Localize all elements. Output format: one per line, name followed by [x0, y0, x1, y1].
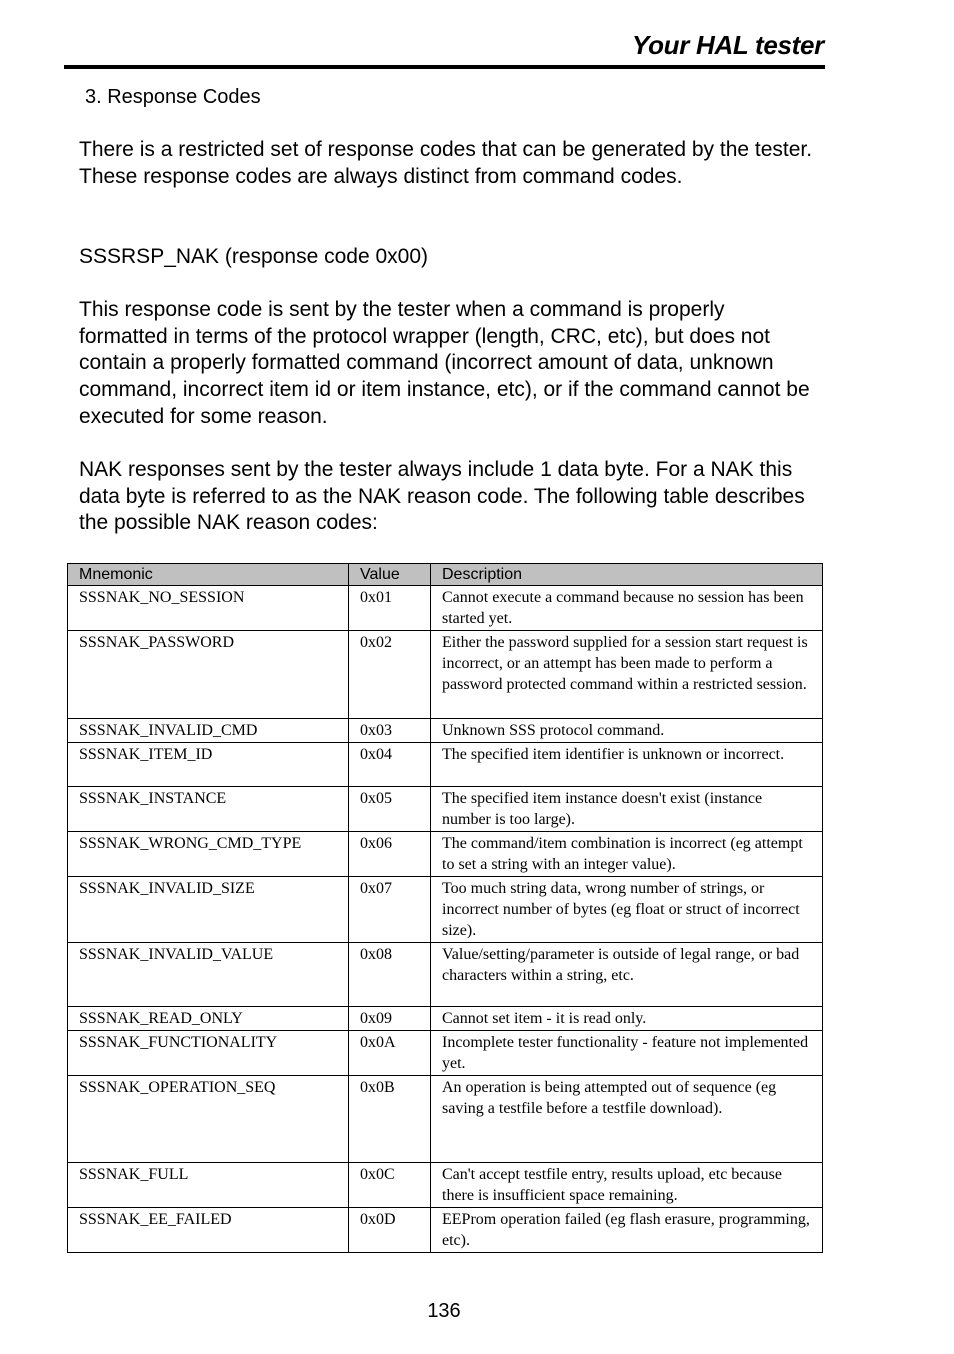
cell-mnemonic: SSSNAK_ITEM_ID: [68, 743, 349, 787]
cell-value: 0x0A: [349, 1031, 431, 1076]
table-row: [68, 743, 823, 787]
table-row: [68, 1031, 823, 1076]
cell-description: Unknown SSS protocol command.: [431, 719, 823, 743]
table-row: [68, 943, 823, 1007]
page-number: 136: [427, 1300, 461, 1322]
cell-value: 0x09: [349, 1007, 431, 1031]
nak-reason-codes-table: [67, 563, 823, 1253]
cell-description: Can't accept testfile entry, results upload, etc because there is insufficient space remaining.: [431, 1163, 823, 1208]
cell-value: 0x05: [349, 787, 431, 832]
column-header-mnemonic: Mnemonic: [68, 564, 349, 586]
cell-value: 0x04: [349, 743, 431, 787]
cell-mnemonic: SSSNAK_PASSWORD: [68, 631, 349, 719]
column-header-value: Value: [349, 564, 431, 586]
column-header-description: Description: [431, 564, 823, 586]
cell-description: Value/setting/parameter is outside of legal range, or bad characters within a string, etc.: [431, 943, 823, 1007]
table-row: [68, 1076, 823, 1163]
table-row: [68, 586, 823, 631]
cell-mnemonic: SSSNAK_FUNCTIONALITY: [68, 1031, 349, 1076]
table-row: [68, 877, 823, 943]
intro-paragraph: There is a restricted set of response codes that can be generated by the tester. These response codes are always distinct from command codes.: [79, 138, 813, 188]
cell-description: The specified item identifier is unknown or incorrect.: [431, 743, 823, 787]
cell-mnemonic: SSSNAK_INVALID_CMD: [68, 719, 349, 743]
cell-mnemonic: SSSNAK_WRONG_CMD_TYPE: [68, 832, 349, 877]
table-header-row: [68, 564, 823, 586]
table-row: [68, 1007, 823, 1031]
table-row: [68, 787, 823, 832]
header-divider: [64, 65, 825, 69]
cell-mnemonic: SSSNAK_INSTANCE: [68, 787, 349, 832]
cell-mnemonic: SSSNAK_FULL: [68, 1163, 349, 1208]
table-row: [68, 1208, 823, 1253]
cell-value: 0x07: [349, 877, 431, 943]
cell-value: 0x0C: [349, 1163, 431, 1208]
cell-description: An operation is being attempted out of sequence (eg saving a testfile before a testfile download).: [431, 1076, 823, 1163]
cell-mnemonic: SSSNAK_EE_FAILED: [68, 1208, 349, 1253]
cell-mnemonic: SSSNAK_INVALID_SIZE: [68, 877, 349, 943]
cell-value: 0x08: [349, 943, 431, 1007]
nak-description-paragraph: This response code is sent by the tester when a command is properly formatted in terms of the protocol wrapper (length, CRC, etc), but does not contain a properly formatted command (incorrect amount of data, unknown command, incorrect item id or item instance, etc), or if the command cannot be executed for some reason.: [79, 298, 810, 428]
table-row: [68, 631, 823, 719]
cell-value: 0x0B: [349, 1076, 431, 1163]
section-heading: 3. Response Codes: [85, 86, 261, 108]
cell-value: 0x01: [349, 586, 431, 631]
table-row: [68, 719, 823, 743]
cell-value: 0x02: [349, 631, 431, 719]
cell-mnemonic: SSSNAK_INVALID_VALUE: [68, 943, 349, 1007]
cell-description: Too much string data, wrong number of strings, or incorrect number of bytes (eg float or struct of incorrect size).: [431, 877, 823, 943]
cell-description: Incomplete tester functionality - feature not implemented yet.: [431, 1031, 823, 1076]
table-row: [68, 832, 823, 877]
cell-value: 0x06: [349, 832, 431, 877]
table-row: [68, 1163, 823, 1208]
cell-value: 0x03: [349, 719, 431, 743]
cell-mnemonic: SSSNAK_NO_SESSION: [68, 586, 349, 631]
nak-reason-paragraph: NAK responses sent by the tester always include 1 data byte. For a NAK this data byte is referred to as the NAK reason code. The following table describes the possible NAK reason codes:: [79, 458, 805, 535]
cell-description: Either the password supplied for a session start request is incorrect, or an attempt has been made to perform a password protected command within a restricted session.: [431, 631, 823, 719]
cell-description: EEProm operation failed (eg flash erasure, programming, etc).: [431, 1208, 823, 1253]
cell-description: The specified item instance doesn't exist (instance number is too large).: [431, 787, 823, 832]
cell-description: Cannot set item - it is read only.: [431, 1007, 823, 1031]
header-title: Your HAL tester: [632, 30, 824, 60]
cell-mnemonic: SSSNAK_READ_ONLY: [68, 1007, 349, 1031]
cell-value: 0x0D: [349, 1208, 431, 1253]
cell-description: Cannot execute a command because no session has been started yet.: [431, 586, 823, 631]
cell-description: The command/item combination is incorrect (eg attempt to set a string with an integer value).: [431, 832, 823, 877]
cell-mnemonic: SSSNAK_OPERATION_SEQ: [68, 1076, 349, 1163]
response-code-title: SSSRSP_NAK (response code 0x00): [79, 245, 429, 268]
